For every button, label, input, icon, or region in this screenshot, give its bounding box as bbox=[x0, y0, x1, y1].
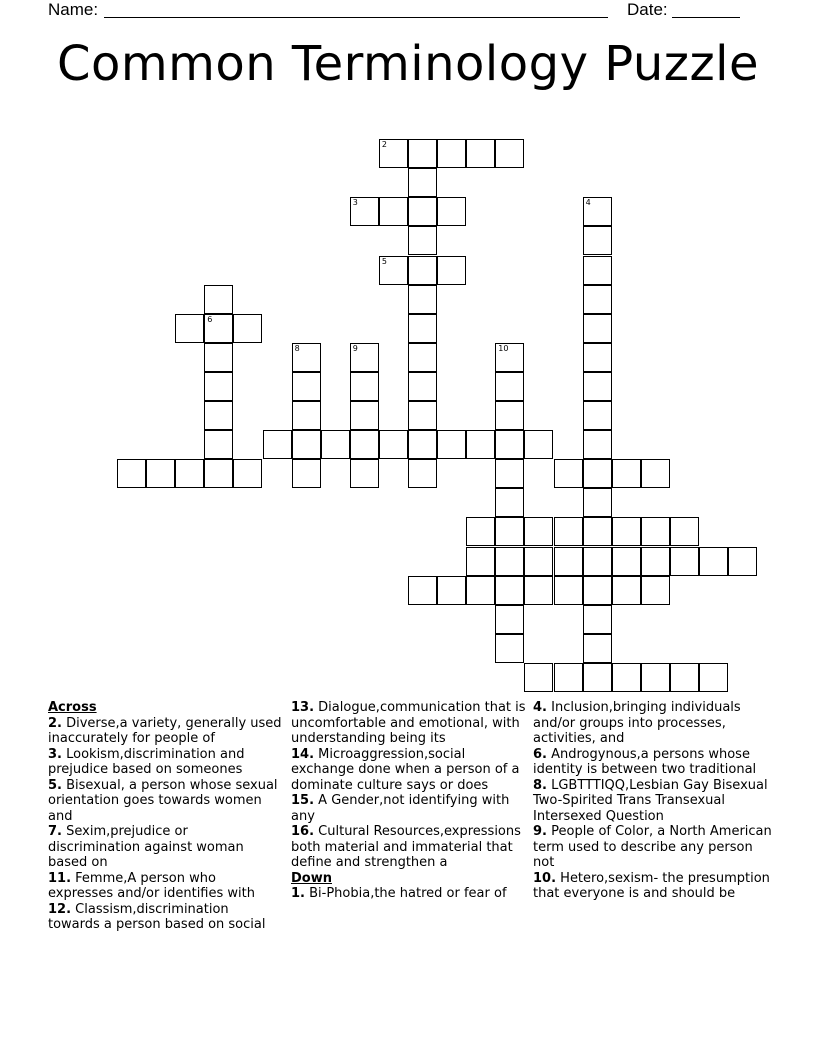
grid-cell[interactable] bbox=[408, 139, 437, 168]
clue-item-text: Diverse,a variety, generally used inaccurately for people of bbox=[48, 715, 282, 746]
grid-cell[interactable] bbox=[437, 430, 466, 459]
grid-cell[interactable] bbox=[524, 517, 553, 546]
grid-cell[interactable] bbox=[204, 285, 233, 314]
across-clue-list bbox=[48, 716, 284, 933]
grid-cell[interactable] bbox=[466, 430, 495, 459]
clue-item-number: 14. bbox=[291, 746, 315, 762]
grid-cell[interactable] bbox=[583, 372, 612, 401]
grid-cell[interactable] bbox=[292, 401, 321, 430]
grid-cell[interactable] bbox=[204, 459, 233, 488]
grid-cell[interactable] bbox=[437, 576, 466, 605]
clue-item bbox=[291, 747, 527, 794]
grid-cell[interactable] bbox=[583, 256, 612, 285]
down-clue-list-continued bbox=[533, 700, 773, 902]
grid-cell[interactable] bbox=[495, 517, 524, 546]
grid-cell[interactable] bbox=[699, 663, 728, 692]
grid-cell[interactable] bbox=[583, 547, 612, 576]
clues-column-2 bbox=[291, 700, 527, 902]
grid-cell[interactable] bbox=[670, 663, 699, 692]
clue-item bbox=[291, 700, 527, 747]
grid-cell[interactable] bbox=[292, 372, 321, 401]
clue-number: 6 bbox=[207, 314, 213, 324]
clue-number: 3 bbox=[352, 198, 358, 208]
grid-cell[interactable] bbox=[524, 663, 553, 692]
grid-cell[interactable] bbox=[408, 197, 437, 226]
grid-cell[interactable] bbox=[350, 343, 379, 372]
clues-column-3 bbox=[533, 700, 773, 902]
grid-cell[interactable] bbox=[612, 547, 641, 576]
grid-cell[interactable] bbox=[350, 197, 379, 226]
grid-cell[interactable] bbox=[175, 314, 204, 343]
grid-cell[interactable] bbox=[204, 430, 233, 459]
grid-cell[interactable] bbox=[408, 459, 437, 488]
grid-cell[interactable] bbox=[408, 401, 437, 430]
down-heading: Down bbox=[291, 870, 332, 886]
clue-number: 5 bbox=[381, 256, 387, 266]
grid-cell[interactable] bbox=[583, 285, 612, 314]
grid-cell[interactable] bbox=[495, 401, 524, 430]
clue-item bbox=[48, 778, 284, 825]
grid-cell[interactable] bbox=[233, 314, 262, 343]
clue-item-number: 9. bbox=[533, 824, 547, 839]
clue-item-text: Classism,discrimination towards a person based on social bbox=[48, 901, 266, 932]
grid-cell[interactable] bbox=[350, 401, 379, 430]
grid-cell[interactable] bbox=[437, 139, 466, 168]
clue-item bbox=[291, 824, 527, 871]
grid-cell[interactable] bbox=[204, 314, 233, 343]
clue-item-number: 8. bbox=[533, 777, 547, 793]
clue-item-number: 2. bbox=[48, 715, 62, 731]
clue-number: 9 bbox=[352, 343, 358, 353]
grid-cell[interactable] bbox=[175, 459, 204, 488]
grid-cell[interactable] bbox=[554, 459, 583, 488]
grid-cell[interactable] bbox=[641, 547, 670, 576]
grid-cell[interactable] bbox=[204, 372, 233, 401]
grid-cell[interactable] bbox=[554, 663, 583, 692]
clue-item-number: 4. bbox=[533, 700, 547, 715]
clue-item-text: Hetero,sexism- the presumption that everyone is and should be bbox=[533, 870, 770, 901]
grid-cell[interactable] bbox=[408, 168, 437, 197]
grid-cell[interactable] bbox=[612, 517, 641, 546]
clue-item-number: 11. bbox=[48, 870, 72, 886]
across-heading: Across bbox=[48, 700, 97, 715]
grid-cell[interactable] bbox=[641, 459, 670, 488]
clue-item-number: 1. bbox=[291, 886, 305, 901]
clue-item-number: 15. bbox=[291, 793, 315, 808]
clue-item bbox=[48, 902, 284, 933]
clue-item bbox=[48, 871, 284, 902]
across-clue-list-continued bbox=[291, 700, 527, 871]
grid-cell[interactable] bbox=[292, 430, 321, 459]
clue-item bbox=[533, 824, 773, 871]
date-label: Date: bbox=[627, 0, 668, 19]
clue-item-text: People of Color, a North American term used to describe any person not bbox=[533, 824, 772, 870]
grid-cell[interactable] bbox=[495, 488, 524, 517]
grid-cell[interactable] bbox=[670, 547, 699, 576]
grid-cell[interactable] bbox=[466, 517, 495, 546]
grid-cell[interactable] bbox=[263, 430, 292, 459]
clue-item-number: 16. bbox=[291, 824, 315, 839]
grid-cell[interactable] bbox=[583, 517, 612, 546]
grid-cell[interactable] bbox=[641, 663, 670, 692]
grid-cell[interactable] bbox=[292, 343, 321, 372]
grid-cell[interactable] bbox=[379, 256, 408, 285]
grid-cell[interactable] bbox=[583, 430, 612, 459]
grid-cell[interactable] bbox=[437, 197, 466, 226]
grid-cell[interactable] bbox=[495, 576, 524, 605]
grid-cell[interactable] bbox=[554, 547, 583, 576]
clue-number: 4 bbox=[585, 198, 591, 208]
grid-cell[interactable] bbox=[408, 285, 437, 314]
grid-cell[interactable] bbox=[583, 576, 612, 605]
clue-item-text: Dialogue,communication that is uncomfortable and emotional, with understanding being its bbox=[291, 700, 526, 746]
clue-item-number: 7. bbox=[48, 824, 62, 839]
grid-cell[interactable] bbox=[408, 372, 437, 401]
clue-item-number: 5. bbox=[48, 777, 62, 793]
clue-item-text: Lookism,discrimination and prejudice based on someones bbox=[48, 746, 245, 777]
clue-item-text: Bisexual, a person whose sexual orientation goes towards women and bbox=[48, 777, 278, 824]
clue-item-text: Microaggression,social exchange done when a person of a dominate culture says or does bbox=[291, 746, 520, 793]
grid-cell[interactable] bbox=[583, 401, 612, 430]
grid-cell[interactable] bbox=[641, 576, 670, 605]
clue-number: 2 bbox=[381, 140, 387, 150]
grid-cell[interactable] bbox=[117, 459, 146, 488]
grid-cell[interactable] bbox=[495, 139, 524, 168]
grid-cell[interactable] bbox=[437, 256, 466, 285]
grid-cell[interactable] bbox=[583, 663, 612, 692]
grid-cell[interactable] bbox=[612, 459, 641, 488]
grid-cell[interactable] bbox=[408, 576, 437, 605]
clues-column-1 bbox=[48, 700, 284, 933]
grid-cell[interactable] bbox=[583, 605, 612, 634]
clue-number: 10 bbox=[498, 343, 509, 353]
clue-item-text: LGBTTTIQQ,Lesbian Gay Bisexual Two-Spirited Trans Transexual Intersexed Question bbox=[533, 777, 768, 824]
clue-item-text: Sexim,prejudice or discrimination against woman based on bbox=[48, 824, 244, 870]
clue-item-text: Femme,A person who expresses and/or identifies with bbox=[48, 870, 255, 901]
grid-cell[interactable] bbox=[146, 459, 175, 488]
grid-cell[interactable] bbox=[612, 576, 641, 605]
grid-cell[interactable] bbox=[612, 663, 641, 692]
page-title: Common Terminology Puzzle bbox=[56, 36, 760, 92]
grid-cell[interactable] bbox=[699, 547, 728, 576]
grid-cell[interactable] bbox=[408, 226, 437, 255]
grid-cell[interactable] bbox=[583, 488, 612, 517]
grid-cell[interactable] bbox=[466, 139, 495, 168]
grid-cell[interactable] bbox=[495, 634, 524, 663]
grid-cell[interactable] bbox=[583, 314, 612, 343]
grid-cell[interactable] bbox=[495, 372, 524, 401]
name-label: Name: bbox=[48, 0, 99, 19]
grid-cell[interactable] bbox=[321, 430, 350, 459]
grid-cell[interactable] bbox=[524, 547, 553, 576]
grid-cell[interactable] bbox=[408, 256, 437, 285]
grid-cell[interactable] bbox=[495, 430, 524, 459]
grid-cell[interactable] bbox=[408, 343, 437, 372]
grid-cell[interactable] bbox=[379, 139, 408, 168]
clue-item-number: 3. bbox=[48, 746, 62, 762]
clue-item-text: Cultural Resources,expressions both material and immaterial that define and strengthen a bbox=[291, 824, 521, 870]
grid-cell[interactable] bbox=[350, 372, 379, 401]
down-clue-list bbox=[291, 886, 527, 902]
grid-cell[interactable] bbox=[554, 517, 583, 546]
grid-cell[interactable] bbox=[350, 459, 379, 488]
clue-item-text: Bi-Phobia,the hatred or fear of bbox=[304, 886, 507, 901]
grid-cell[interactable] bbox=[641, 517, 670, 546]
grid-cell[interactable] bbox=[204, 401, 233, 430]
grid-cell[interactable] bbox=[495, 459, 524, 488]
grid-cell[interactable] bbox=[583, 226, 612, 255]
grid-cell[interactable] bbox=[292, 459, 321, 488]
clue-item-text: Androgynous,a persons whose identity is between two traditional bbox=[533, 746, 757, 777]
clue-item bbox=[533, 700, 773, 747]
grid-cell[interactable] bbox=[379, 197, 408, 226]
clue-item-text: Inclusion,bringing individuals and/or groups into processes, activities, and bbox=[533, 700, 741, 746]
clue-item-text: A Gender,not identifying with any bbox=[291, 793, 510, 824]
grid-cell[interactable] bbox=[583, 459, 612, 488]
clue-item-number: 13. bbox=[291, 700, 315, 715]
grid-cell[interactable] bbox=[583, 197, 612, 226]
grid-cell[interactable] bbox=[670, 517, 699, 546]
clue-item bbox=[533, 871, 773, 902]
clue-item bbox=[291, 793, 527, 824]
grid-cell[interactable] bbox=[495, 605, 524, 634]
clue-item-number: 6. bbox=[533, 746, 547, 762]
clue-item bbox=[48, 824, 284, 871]
grid-cell[interactable] bbox=[524, 576, 553, 605]
grid-cell[interactable] bbox=[728, 547, 757, 576]
clue-item bbox=[533, 747, 773, 778]
grid-cell[interactable] bbox=[350, 430, 379, 459]
clue-item bbox=[533, 778, 773, 825]
clue-item-number: 12. bbox=[48, 901, 72, 917]
clue-number: 8 bbox=[294, 343, 300, 353]
grid-cell[interactable] bbox=[495, 547, 524, 576]
grid-cell[interactable] bbox=[583, 343, 612, 372]
clue-item bbox=[48, 747, 284, 778]
grid-cell[interactable] bbox=[379, 430, 408, 459]
grid-cell[interactable] bbox=[466, 547, 495, 576]
clue-item bbox=[48, 716, 284, 747]
clue-item-number: 10. bbox=[533, 870, 557, 886]
grid-cell[interactable] bbox=[233, 459, 262, 488]
grid-cell[interactable] bbox=[408, 430, 437, 459]
grid-cell[interactable] bbox=[466, 576, 495, 605]
grid-cell[interactable] bbox=[204, 343, 233, 372]
clue-item bbox=[291, 886, 527, 902]
grid-cell[interactable] bbox=[583, 634, 612, 663]
grid-cell[interactable] bbox=[524, 430, 553, 459]
grid-cell[interactable] bbox=[408, 314, 437, 343]
grid-cell[interactable] bbox=[554, 576, 583, 605]
grid-cell[interactable] bbox=[495, 343, 524, 372]
